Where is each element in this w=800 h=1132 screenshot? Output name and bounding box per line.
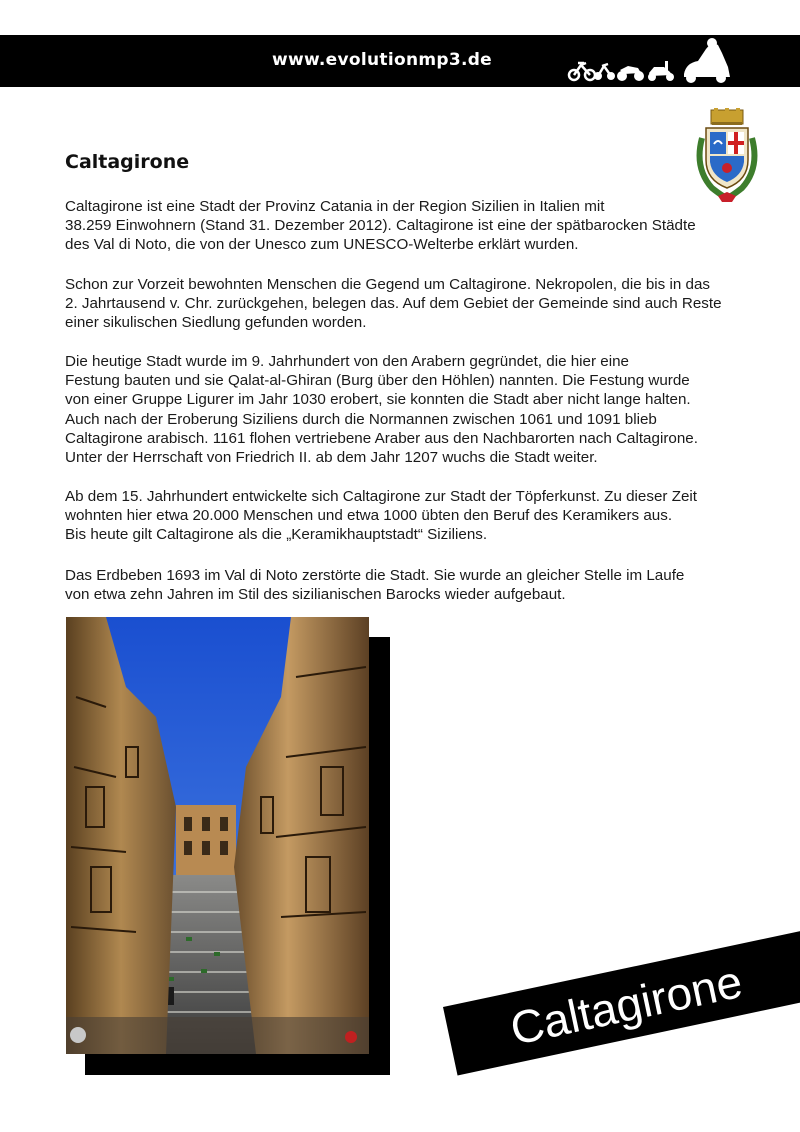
text-line: 38.259 Einwohnern (Stand 31. Dezember 2012). Caltagirone ist eine der spätbarocken Städte — [65, 217, 696, 235]
text-line: Caltagirone arabisch. 1161 flohen vertriebene Araber aus den Nachbarorten nach Caltagirone. — [65, 429, 698, 447]
text-line: des Val di Noto, die von der Unesco zum UNESCO-Welterbe erklärt wurden. — [65, 236, 579, 254]
text-line: Bis heute gilt Caltagirone als die „Keramikhauptstadt“ Siziliens. — [65, 526, 488, 544]
text-line: einer sikulischen Siedlung gefunden worden. — [65, 314, 367, 332]
site-url[interactable]: www.evolutionmp3.de — [272, 50, 493, 70]
text-line: Die heutige Stadt wurde im 9. Jahrhundert von den Arabern gegründet, die hier eine — [65, 353, 629, 370]
staircase-photo-icon — [66, 617, 369, 1054]
text-line: von etwa zehn Jahren im Stil des sizilianischen Barocks wieder aufgebaut. — [65, 586, 566, 604]
text-line: Caltagirone ist eine Stadt der Provinz Catania in der Region Sizilien in Italien mit — [65, 198, 605, 215]
text-line: Auch nach der Eroberung Siziliens durch die Normannen zwischen 1061 und 1091 blieb — [65, 410, 657, 428]
tricycle-icon — [594, 64, 615, 80]
paragraph-3 — [65, 352, 781, 467]
banner-label: Caltagirone — [505, 954, 747, 1055]
text-line: Ab dem 15. Jahrhundert entwickelte sich Caltagirone zur Stadt der Töpferkunst. Zu dieser Zeit — [65, 488, 698, 505]
coat-of-arms-icon — [692, 108, 762, 204]
header-bar — [0, 35, 800, 87]
paragraph-4 — [65, 487, 781, 545]
text-line: Unter der Herrschaft von Friedrich II. ab dem Jahr 1207 wuchs die Stadt weiter. — [65, 449, 598, 467]
motorcycle-icon — [617, 66, 644, 81]
text-line: Festung bauten und sie Qalat-al-Ghiran (Burg über den Höhlen) nannten. Die Festung wurde — [65, 372, 690, 390]
vehicles-icon — [566, 37, 736, 85]
bicycle-icon — [569, 63, 595, 80]
title-banner — [443, 930, 800, 1075]
scooter-icon — [648, 61, 674, 81]
paragraph-1 — [65, 197, 781, 255]
text-line: Das Erdbeben 1693 im Val di Noto zerstörte die Stadt. Sie wurde an gleicher Stelle im Laufe — [65, 567, 685, 584]
large-scooter-icon — [684, 38, 730, 83]
text-line: 2. Jahrtausend v. Chr. zurückgehen, belegen das. Auf dem Gebiet der Gemeinde sind auch Reste — [65, 295, 722, 313]
page-title: Caltagirone — [65, 151, 190, 173]
text-line: wohnten hier etwa 20.000 Menschen und etwa 1000 übten den Beruf des Keramikers aus. — [65, 507, 673, 525]
text-line: Schon zur Vorzeit bewohnten Menschen die Gegend um Caltagirone. Nekropolen, die bis in das — [65, 276, 711, 293]
paragraph-5 — [65, 566, 781, 604]
paragraph-2 — [65, 275, 781, 333]
text-line: von einer Gruppe Ligurer im Jahr 1030 erobert, sie konnten die Stadt aber nicht lange halten. — [65, 391, 691, 409]
